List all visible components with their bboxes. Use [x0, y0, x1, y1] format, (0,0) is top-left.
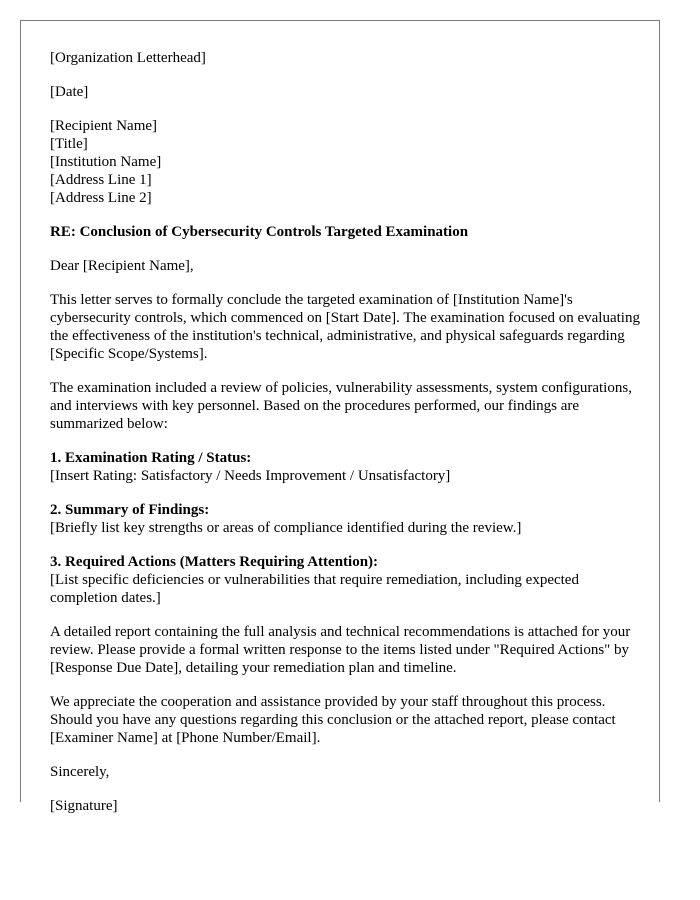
- letterhead: [Organization Letterhead]: [50, 50, 206, 66]
- section-heading: 3. Required Actions (Matters Requiring Attention):: [50, 554, 379, 570]
- signature-placeholder: [Signature]: [50, 798, 118, 814]
- recipient-address-line-2: [Address Line 2]: [50, 190, 152, 206]
- section-body: [Briefly list key strengths or areas of compliance identified during the review.]: [50, 520, 522, 536]
- contact-paragraph: We appreciate the cooperation and assistance provided by your staff throughout this process. Should you have any questions regarding this conclusion or the attached report, please contact [Examiner Name] at [Phone Number/Email].: [50, 694, 616, 746]
- intro-paragraph: This letter serves to formally conclude the targeted examination of [Institution Name]'s cybersecurity controls, which commenced on [Start Date]. The examination focused on evaluating the effectiveness of the institution's technical, administrative, and physical safeguards regarding [Specific Scope/Systems].: [50, 292, 640, 362]
- recipient-name: [Recipient Name]: [50, 118, 158, 134]
- scope-paragraph: The examination included a review of policies, vulnerability assessments, system configurations, and interviews with key personnel. Based on the procedures performed, our findings are summarized below:: [50, 380, 632, 432]
- recipient-address-line-1: [Address Line 1]: [50, 172, 152, 188]
- recipient-address-block: [50, 117, 650, 207]
- section-required-actions: [50, 553, 650, 607]
- closing: Sincerely,: [50, 764, 110, 780]
- section-heading: 1. Examination Rating / Status:: [50, 450, 252, 466]
- recipient-institution: [Institution Name]: [50, 154, 162, 170]
- section-heading: 2. Summary of Findings:: [50, 502, 210, 518]
- recipient-title: [Title]: [50, 136, 88, 152]
- letter-body: [50, 49, 650, 831]
- report-paragraph: A detailed report containing the full analysis and technical recommendations is attached for your review. Please provide a formal written response to the items listed under "Required Actions" by [Response Due Date], detailing your remediation plan and timeline.: [50, 624, 631, 676]
- subject-line: RE: Conclusion of Cybersecurity Controls Targeted Examination: [50, 224, 469, 240]
- salutation: Dear [Recipient Name],: [50, 258, 194, 274]
- section-findings: [50, 501, 650, 537]
- section-body: [List specific deficiencies or vulnerabilities that require remediation, including expected completion dates.]: [50, 572, 579, 606]
- document-page: [20, 20, 660, 814]
- letter-date: [Date]: [50, 84, 89, 100]
- section-rating: [50, 449, 650, 485]
- section-body: [Insert Rating: Satisfactory / Needs Improvement / Unsatisfactory]: [50, 468, 451, 484]
